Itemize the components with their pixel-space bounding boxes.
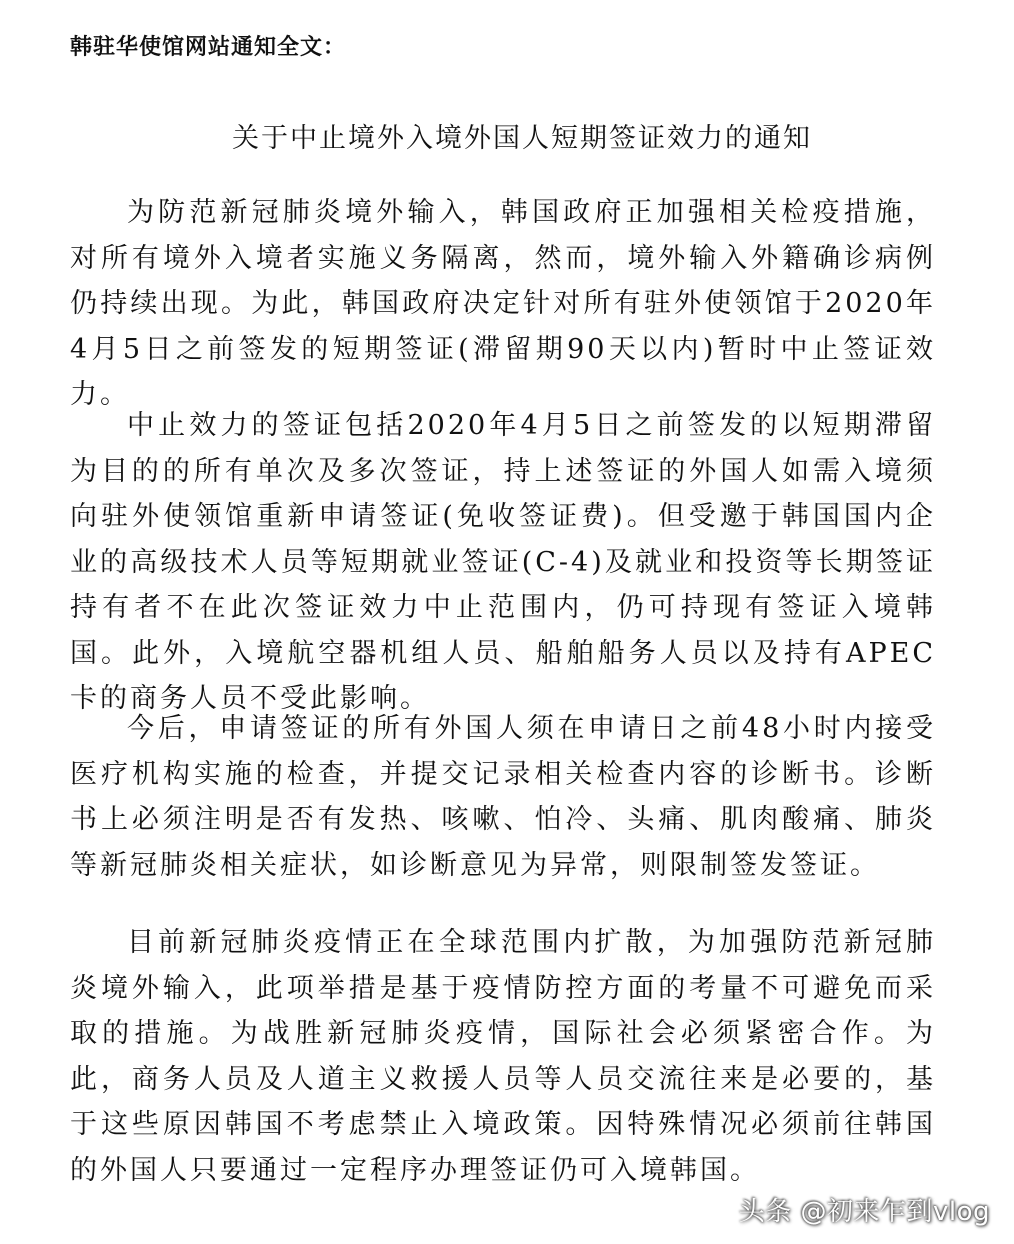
notice-title: 关于中止境外入境外国人短期签证效力的通知 — [232, 123, 812, 154]
watermark: 头条 @初来乍到vlog — [738, 1197, 990, 1227]
paragraph-1: 为防范新冠肺炎境外输入，韩国政府正加强相关检疫措施，对所有境外入境者实施义务隔离，然而，境外输入外籍确诊病例仍持续出现。为此，韩国政府决定针对所有驻外使领馆于2020年4月5日之前签发的短期签证(滞留期90天以内)暂时中止签证效力。 — [70, 197, 936, 410]
paragraph-4: 目前新冠肺炎疫情正在全球范围内扩散，为加强防范新冠肺炎境外输入，此项举措是基于疫情防控方面的考量不可避免而采取的措施。为战胜新冠肺炎疫情，国际社会必须紧密合作。为此，商务人员及人道主义救援人员等人员交流往来是必要的，基于这些原因韩国不考虑禁止入境政策。因特殊情况必须前往韩国的外国人只要通过一定程序办理签证仍可入境韩国。 — [70, 927, 936, 1186]
document-heading: 韩驻华使馆网站通知全文： — [70, 34, 347, 60]
paragraph-3: 今后，申请签证的所有外国人须在申请日之前48小时内接受医疗机构实施的检查，并提交记录相关检查内容的诊断书。诊断书上必须注明是否有发热、咳嗽、怕冷、头痛、肌肉酸痛、肺炎等新冠肺炎相关症状，如诊断意见为异常，则限制签发签证。 — [70, 713, 936, 881]
paragraph-2: 中止效力的签证包括2020年4月5日之前签发的以短期滞留为目的的所有单次及多次签证，持上述签证的外国人如需入境须向驻外使领馆重新申请签证(免收签证费)。但受邀于韩国国内企业的高级技术人员等短期就业签证(C-4)及就业和投资等长期签证持有者不在此次签证效力中止范围内，仍可持现有签证入境韩国。此外，入境航空器机组人员、船舶船务人员以及持有APEC卡的商务人员不受此影响。 — [70, 410, 936, 714]
